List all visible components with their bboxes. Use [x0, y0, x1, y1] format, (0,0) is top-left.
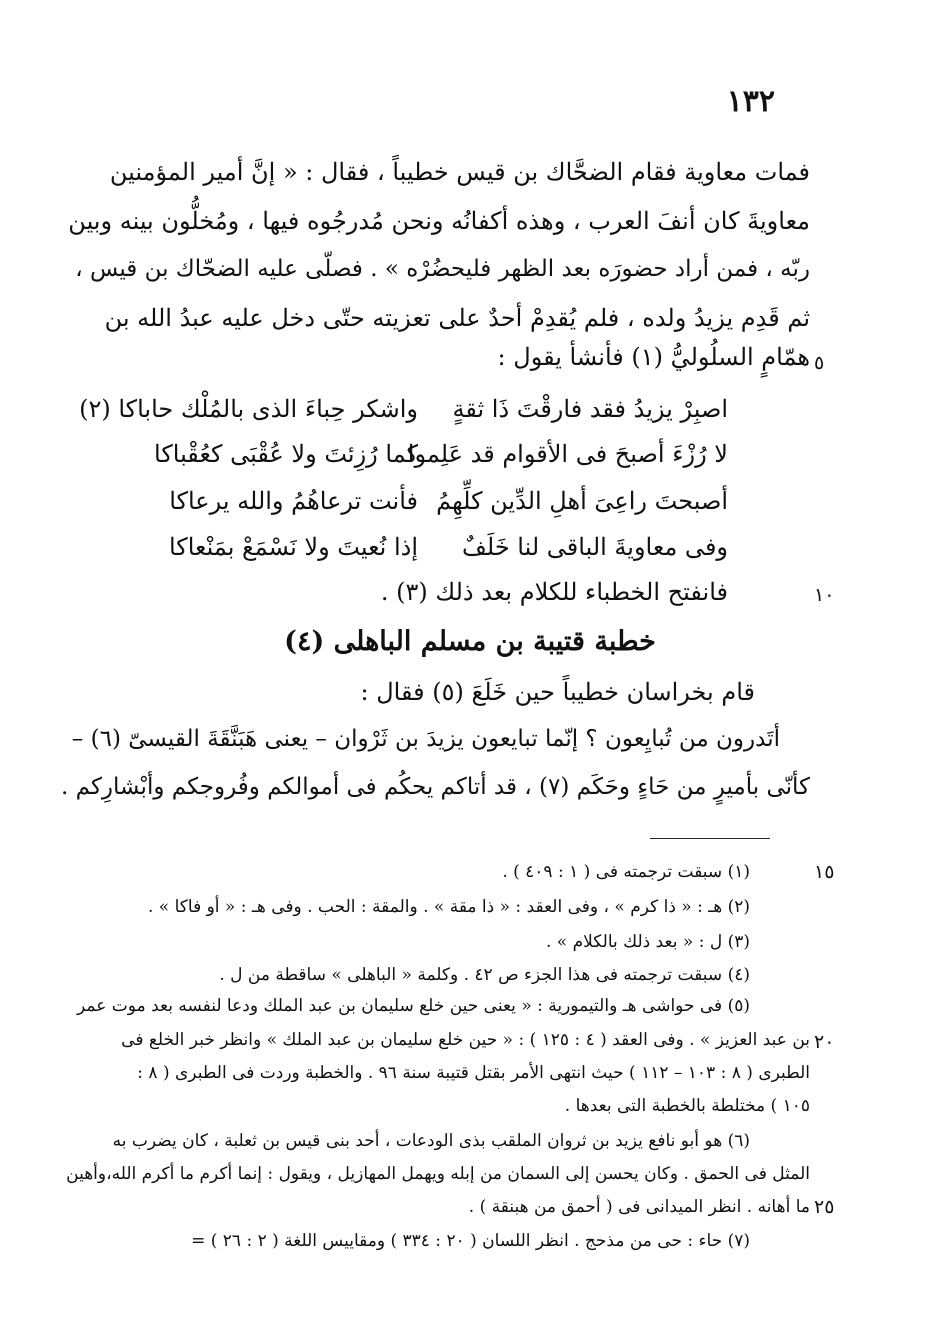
footnote-5-line-3: الطبرى ( ٨ : ١٠٣ – ١١٢ ) حيث انتهى الأمر بقتل قتيبة سنة ٩٦ . والخطبة وردت فى الطبرى ( ٨ :	[137, 1063, 810, 1083]
footnote-separator	[650, 838, 770, 839]
footnote-7: (٧) حاء : حى من مذحج . انظر اللسان ( ٢٠ : ٣٣٤ ) ومقاييس اللغة ( ٢ : ٢٦ ) =	[191, 1231, 750, 1251]
body-line-1: فمات معاوية فقام الضحَّاك بن قيس خطيباً ، فقال : « إنَّ أمير المؤمنين	[109, 158, 810, 186]
poem-verse-3-first-half: أصبحتَ راعِىَ أهلِ الدِّين كلِّهِمُ	[436, 487, 728, 515]
footnote-5-line-4: ١٠٥ ) مختلطة بالخطبة التى بعدها .	[564, 1096, 810, 1116]
after-poem-line: فانفتح الخطباء للكلام بعد ذلك (٣) .	[380, 578, 728, 606]
body-line-4: ثم قَدِم يزيدُ ولده ، فلم يُقدِمْ أحدٌ على تعزيته حتّى دخل عليه عبدُ الله بن	[104, 304, 810, 332]
poem-verse-3-second-half: فأنت ترعاهُمُ والله يرعاكا	[169, 487, 418, 515]
margin-line-number-10: ١٠	[814, 584, 835, 606]
footnote-5: (٥) فى حواشى هـ والتيمورية : « يعنى حين خلع سليمان بن عبد الملك ودعا لنفسه بعد موت عمر	[77, 996, 750, 1016]
body-line-3: ربّه ، فمن أراد حضورَه بعد الظهر فليحضُرْه » . فصلّى عليه الضحّاك بن قيس ،	[75, 256, 810, 282]
footnote-6-line-3: ما أهانه . انظر الميدانى فى ( أحمق من هبنقة ) .	[468, 1197, 810, 1217]
footnote-3: (٣) ل : « بعد ذلك بالكلام » .	[545, 932, 750, 952]
section-line-1: قام بخراسان خطيباً حين خَلَعَ (٥) فقال :	[360, 678, 755, 706]
poem-verse-4-first-half: وفى معاويةَ الباقى لنا خَلَفٌ	[462, 533, 728, 561]
body-line-2: معاويةَ كان أنفَ العرب ، وهذه أكفانُه ونحن مُدرجُوه فيها ، ومُخلُّون بينه وبين	[68, 207, 810, 235]
page-number: ١٣٢	[726, 84, 775, 119]
footnote-4: (٤) سبقت ترجمته فى هذا الجزء ص ٤٢ . وكلمة « الباهلى » ساقطة من ل .	[219, 965, 750, 985]
poem-verse-1-second-half: واشكر حِباءَ الذى بالمُلْك حاباكا (٢)	[79, 395, 418, 423]
footnote-6-line-2: المثل فى الحمق . وكان يحسن إلى السمان من إبله ويهمل المهازيل ، ويقول : إنما أكرم ما أكرم الله،وأهين	[66, 1164, 810, 1184]
footnote-6: (٦) هو أبو نافع يزيد بن ثروان الملقب بذى الودعات ، أحد بنى قيس بن ثعلبة ، كان يضرب به	[112, 1131, 750, 1151]
section-heading: خطبة قتيبة بن مسلم الباهلى (٤)	[284, 626, 656, 657]
footnote-2: (٢) هـ : « ذا كرم » ، وفى العقد : « ذا مقة » . والمقة : الحب . وفى هـ : « أو فاكا » .	[148, 897, 750, 917]
section-line-2: أتَدرون من تُبايِعون ؟ إنّما تبايعون يزيدَ بن ثَرْوان – يعنى هَبَنَّقَةَ القيسىّ (٦) –	[71, 726, 780, 752]
poem-verse-1-first-half: اصبِرْ يزيدُ فقد فارقْتَ ذَا ثقةٍ	[452, 395, 728, 423]
footnote-5-line-2: بن عبد العزيز » . وفى العقد ( ٤ : ١٢٥ ) : « حين خلع سليمان بن عبد الملك » وانظر خبر الخلع فى	[121, 1030, 810, 1050]
body-line-5: همّامٍ السلُوليُّ (١) فأنشأ يقول :	[497, 343, 810, 371]
footnote-1: (١) سبقت ترجمته فى ( ١ : ٤٠٩ ) .	[502, 862, 750, 882]
margin-line-number-20: ٢٠	[814, 1031, 835, 1053]
margin-line-number-5: ٥	[814, 352, 825, 374]
poem-verse-2-second-half: كما رُزِئتَ ولا عُقْبَى كعُقْباكا	[154, 440, 418, 468]
margin-line-number-15: ١٥	[814, 861, 835, 883]
poem-verse-4-second-half: إذا نُعيتَ ولا نَسْمَعْ بمَنْعاكا	[168, 533, 418, 561]
margin-line-number-25: ٢٥	[814, 1196, 835, 1218]
section-line-3: كأنّى بأميرٍ من حَاءٍ وحَكَم (٧) ، قد أتاكم يحكُم فى أموالكم وفُروجكم وأبْشارِكم .	[61, 774, 810, 800]
poem-verse-2-first-half: لا رُزْءَ أصبحَ فى الأقوام قد عَلِموا	[407, 440, 728, 468]
